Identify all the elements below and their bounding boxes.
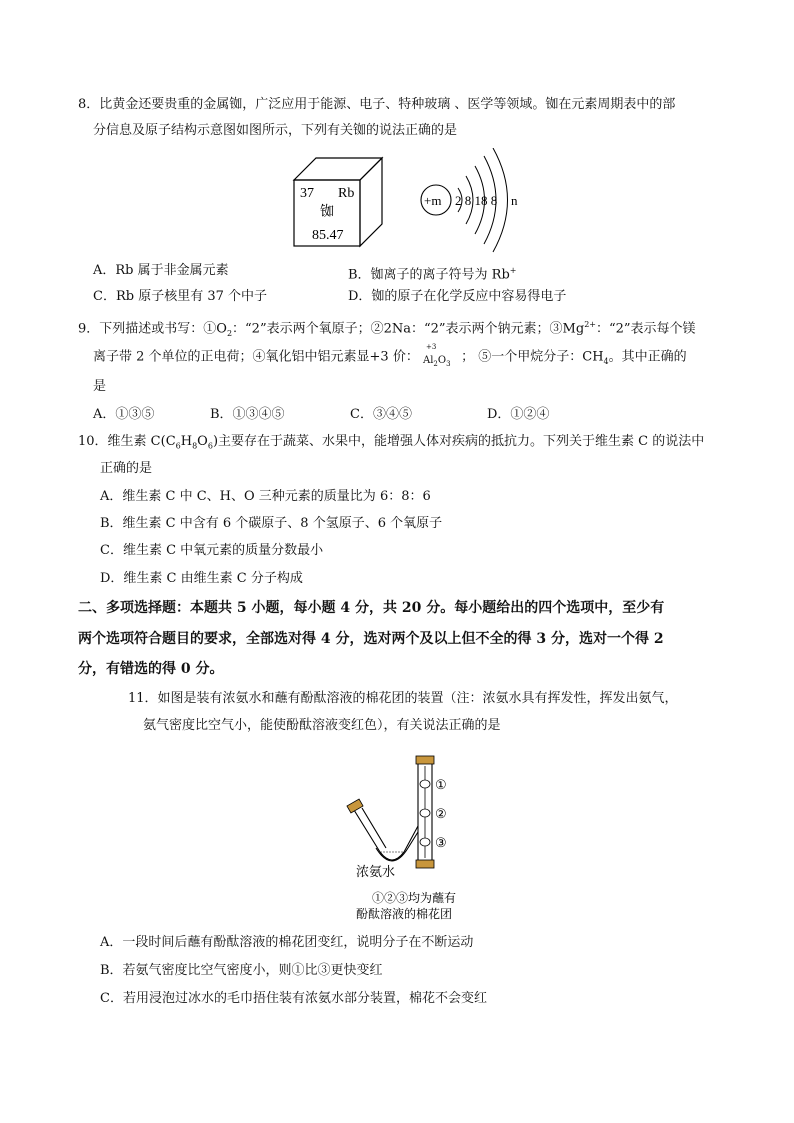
q8-stem-line1: 8．比黄金还要贵重的金属铷，广泛应用于能源、电子、特种玻璃 、医学等领域。铷在元素周期表中的部 [78, 97, 676, 112]
al2o3-formula: +3 $Al_2O_3$ [422, 343, 451, 368]
element-number: 37 [300, 186, 314, 201]
q9-option-b: B．①③④⑤ [210, 407, 285, 422]
q11-option-a: A．一段时间后蘸有酚酞溶液的棉花团变红，说明分子在不断运动 [100, 935, 474, 950]
q8-option-a: A．Rb 属于非金属元素 [93, 263, 229, 278]
q9-line1: 9．下列描述或书写：$①O_2$：“2”表示两个氧原子；②2Na：“2”表示两个钠元素；$③Mg^{2+}$：“2”表示每个镁 [78, 320, 696, 338]
q9-line2: 离子带 2 个单位的正电荷；④氧化铝中铝元素显+3 价： +3 $Al_2O_3$ ； ⑤一个甲烷分子：$CH_4$。其中正确的 [93, 343, 687, 368]
q11-line2: 氨气密度比空气小，能使酚酞溶液变红色），有关说法正确的是 [143, 718, 501, 733]
q8-atom-structure-diagram [414, 148, 534, 258]
fig-caption-line1: ①②③均为蘸有 [372, 891, 457, 905]
q8-option-d: D．铷的原子在化学反应中容易得电子 [348, 289, 567, 304]
fig-mark-2: ② [435, 806, 447, 821]
q10-line2: 正确的是 [100, 461, 153, 476]
q8-element-card [288, 150, 388, 250]
q11-line1: 11．如图是装有浓氨水和蘸有酚酞溶液的棉花团的装置（注：浓氨水具有挥发性，挥发出氨气， [128, 691, 678, 706]
q11-apparatus-figure [338, 752, 468, 930]
element-symbol: Rb [338, 186, 355, 201]
fig-ammonia-label: 浓氨水 [356, 864, 396, 879]
q9-line3: 是 [93, 379, 107, 394]
q9-option-d: D．①②④ [487, 407, 550, 422]
element-mass: 85.47 [312, 228, 344, 243]
q11-option-b: B．若氨气密度比空气密度小，则①比③更快变红 [100, 963, 383, 978]
q10-option-a: A．维生素 C 中 C、H、O 三种元素的质量比为 6：8：6 [100, 489, 431, 504]
fig-caption-line2: 酚酞溶液的棉花团 [356, 907, 453, 921]
q10-option-b: B．维生素 C 中含有 6 个碳原子、8 个氢原子、6 个氧原子 [100, 516, 443, 531]
q10-option-d: D．维生素 C 由维生素 C 分子构成 [100, 571, 303, 586]
atom-shells: 2 8 18 8 [455, 193, 498, 208]
fig-mark-3: ③ [435, 835, 447, 850]
q11-option-c: C．若用浸泡过冰水的毛巾捂住装有浓氨水部分装置，棉花不会变红 [100, 991, 487, 1006]
q9-option-a: A．①③⑤ [93, 407, 155, 422]
section2-line3: 分，有错选的得 0 分。 [78, 661, 224, 677]
section2-line1: 二、多项选择题：本题共 5 小题，每小题 4 分，共 20 分。每小题给出的四个选项中，至少有 [78, 600, 665, 616]
q10-option-c: C．维生素 C 中氧元素的质量分数最小 [100, 543, 324, 558]
atom-nucleus: +m [424, 193, 442, 208]
fig-mark-1: ① [435, 777, 447, 792]
q8-stem-line2: 分信息及原子结构示意图如图所示，下列有关铷的说法正确的是 [93, 123, 458, 138]
element-name: 铷 [320, 205, 334, 220]
q9-option-c: C．③④⑤ [350, 407, 412, 422]
q8-option-c: C．Rb 原子核里有 37 个中子 [93, 289, 267, 304]
atom-last-shell: n [511, 193, 518, 208]
section2-line2: 两个选项符合题目的要求，全部选对得 4 分，选对两个及以上但不全的得 3 分，选对一个得 2 [78, 631, 664, 647]
q8-option-b: B．铷离子的离子符号为 Rb+ [348, 266, 517, 283]
q10-line1: 10．维生素 $C(C_6H_8O_6)$主要存在于蔬菜、水果中，能增强人体对疾病的抵抗力。下列关于维生素 C 的说法中 [78, 434, 705, 451]
